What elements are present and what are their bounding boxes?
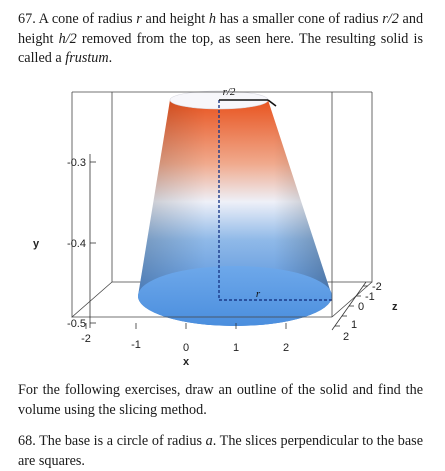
x-tick: 0 (182, 342, 190, 354)
x-tick: 2 (282, 342, 290, 354)
x-tick: -2 (81, 333, 91, 345)
x-axis-label: x (182, 356, 190, 368)
y-axis-label: y (32, 238, 40, 250)
exercise-instructions: For the following exercises, draw an outline of the solid and find the volume using the slicing method. (18, 382, 423, 418)
problem-67-text: 67. A cone of radius r and height h has a smaller cone of radius r/2 and height h/2 removed from the top, as seen here. The resulting solid is called a frustum. (18, 11, 424, 66)
frustum-term: frustum (65, 50, 109, 66)
z-tick: 0 (358, 301, 365, 313)
top-radius-label: r/2 (222, 86, 236, 98)
x-tick: 1 (232, 342, 240, 354)
problem-68-text: 68. The base is a circle of radius a. The slices perpendicular to the base are squares. (18, 433, 423, 469)
y-tick: -0.3 (67, 157, 86, 169)
y-tick: -0.4 (67, 238, 86, 250)
frustum-figure (20, 78, 425, 378)
y-tick: -0.5 (67, 318, 86, 330)
z-tick: 1 (351, 319, 358, 331)
problem-number: 67. (18, 11, 36, 27)
base-radius-label: r (255, 288, 261, 300)
z-tick: -2 (372, 281, 382, 293)
z-tick: -1 (365, 291, 375, 303)
z-tick: 2 (343, 331, 350, 343)
x-tick: -1 (131, 339, 141, 351)
problem-number: 68. (18, 433, 36, 449)
z-axis-label: z (392, 301, 398, 313)
